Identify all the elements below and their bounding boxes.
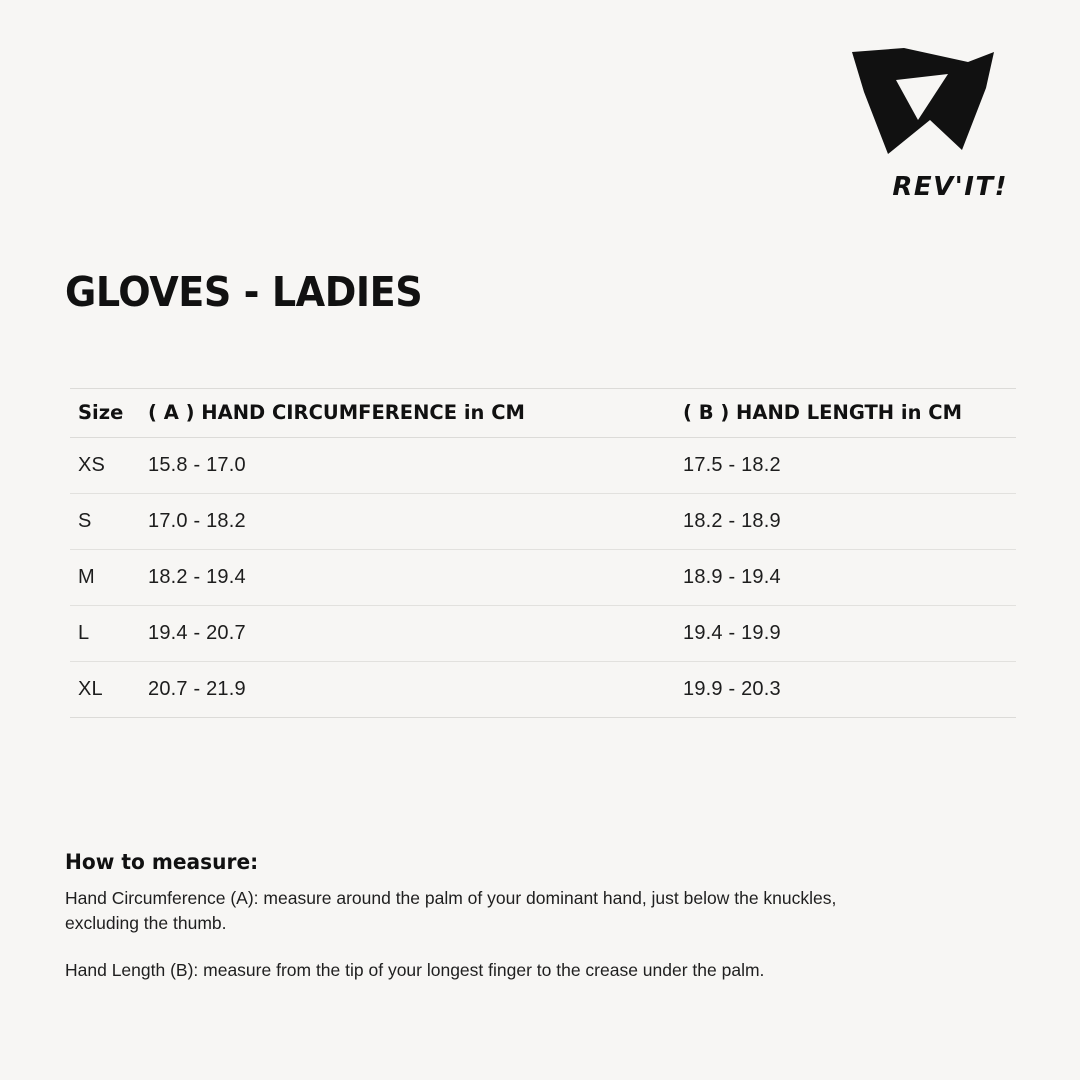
table-header-row: [70, 389, 1016, 438]
cell-hand-circumference: 19.4 - 20.7: [148, 606, 683, 662]
cell-hand-length: 19.4 - 19.9: [683, 606, 1016, 662]
table-row: [70, 550, 1016, 606]
table-row: [70, 438, 1016, 494]
brand-logo: [830, 46, 1010, 208]
measure-paragraph-circumference: Hand Circumference (A): measure around the palm of your dominant hand, just below the knuckles, excluding the thumb.: [65, 888, 837, 933]
how-to-measure-section: [65, 850, 965, 983]
cell-hand-length: 18.9 - 19.4: [683, 550, 1016, 606]
cell-hand-circumference: 15.8 - 17.0: [148, 438, 683, 494]
column-header-hand-length: ( B ) HAND LENGTH in CM: [683, 389, 1016, 438]
how-to-measure-title: How to measure:: [65, 850, 259, 874]
table-row: [70, 494, 1016, 550]
cell-hand-length: 18.2 - 18.9: [683, 494, 1016, 550]
size-chart-table: [70, 388, 1016, 718]
cell-size: L: [70, 606, 148, 662]
brand-wordmark: [830, 169, 1010, 208]
cell-hand-circumference: 20.7 - 21.9: [148, 662, 683, 718]
cell-hand-circumference: 18.2 - 19.4: [148, 550, 683, 606]
column-header-size: Size: [70, 389, 148, 438]
revit-shield-icon: [830, 46, 1010, 161]
cell-hand-length: 17.5 - 18.2: [683, 438, 1016, 494]
cell-size: S: [70, 494, 148, 550]
column-header-hand-circumference: ( A ) HAND CIRCUMFERENCE in CM: [148, 389, 683, 438]
table-row: [70, 662, 1016, 718]
cell-size: XS: [70, 438, 148, 494]
page-title: GLOVES - LADIES: [65, 268, 423, 317]
cell-size: XL: [70, 662, 148, 718]
measure-paragraph-length: Hand Length (B): measure from the tip of your longest finger to the crease under the palm.: [65, 959, 765, 980]
cell-size: M: [70, 550, 148, 606]
svg-text:REV'IT!: REV'IT!: [892, 172, 1008, 202]
cell-hand-length: 19.9 - 20.3: [683, 662, 1016, 718]
table-row: [70, 606, 1016, 662]
cell-hand-circumference: 17.0 - 18.2: [148, 494, 683, 550]
